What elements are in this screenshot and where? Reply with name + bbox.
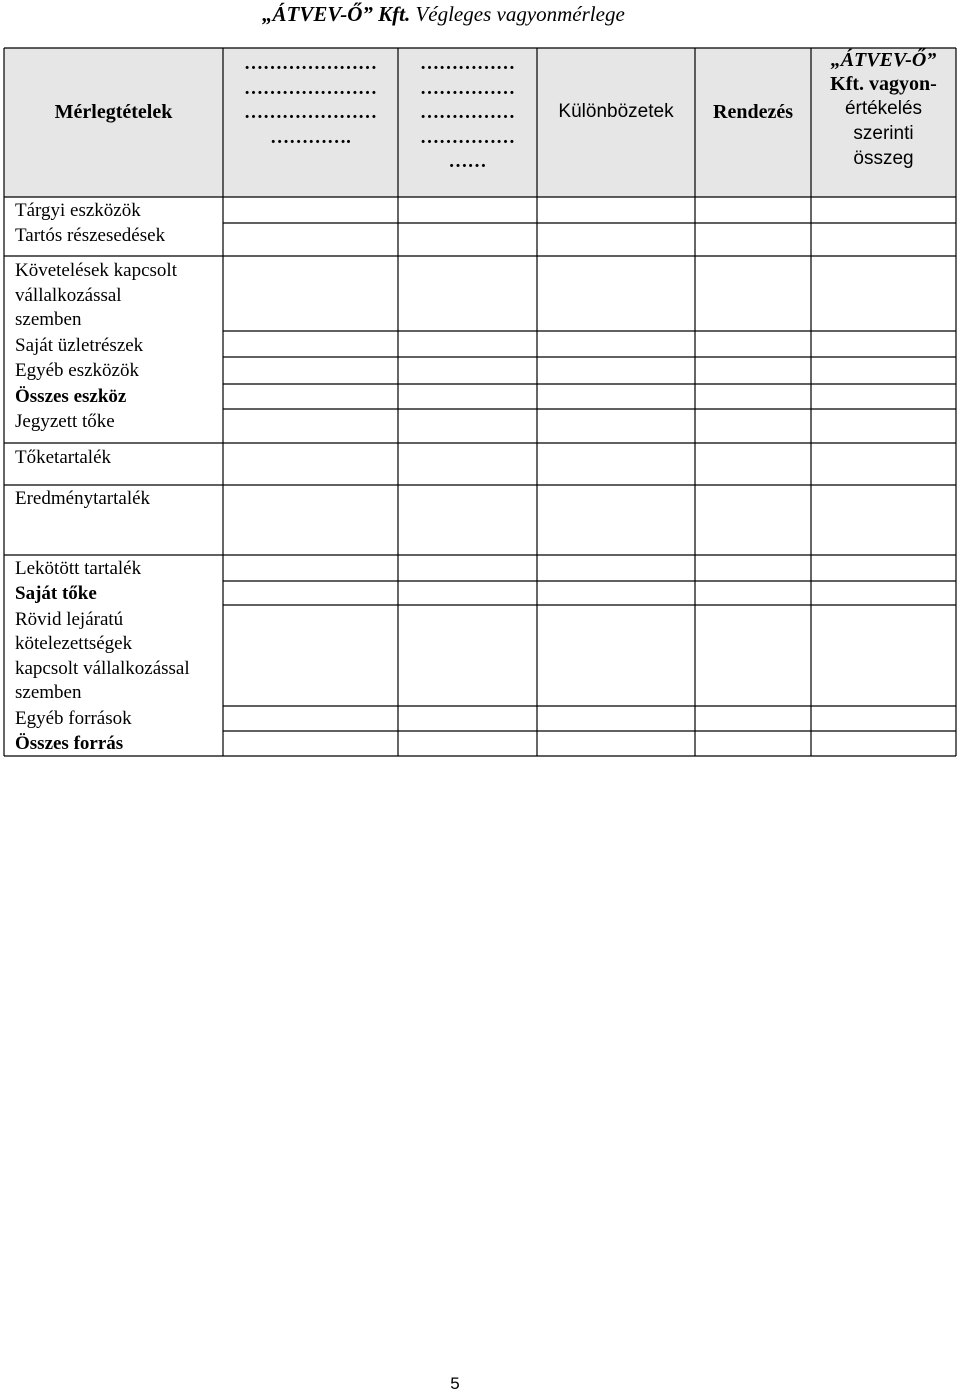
header-valuation-line1: „ÁTVEV-Ő” <box>830 49 937 71</box>
header-valuation-line4: szerinti <box>853 123 914 144</box>
page-number: 5 <box>450 1374 460 1393</box>
header-differences-label: Különbözetek <box>558 101 674 122</box>
row-short-term-line1: Rövid lejáratú <box>15 609 124 630</box>
header-valuation <box>811 48 956 197</box>
row-short-term-line4: szemben <box>15 682 82 703</box>
row-retained-earnings: Eredménytartalék <box>15 488 151 509</box>
row-short-term-line2: kötelezettségek <box>15 633 133 654</box>
row-total-sources: Összes forrás <box>15 733 124 754</box>
header-items <box>4 48 223 176</box>
row-equity: Saját tőke <box>15 583 97 604</box>
title-rest: Végleges vagyonmérlege <box>415 2 625 26</box>
row-tied-reserve: Lekötött tartalék <box>15 558 142 579</box>
header-differences <box>537 48 695 176</box>
row-receivables-line1: Követelések kapcsolt <box>15 260 177 281</box>
header-items-label: Mérlegtételek <box>54 101 173 123</box>
row-long-term-holdings: Tartós részesedések <box>15 225 166 246</box>
row-total-assets: Összes eszköz <box>15 386 127 407</box>
row-capital-reserve: Tőketartalék <box>15 447 112 468</box>
row-receivables-line3: szemben <box>15 309 82 330</box>
row-subscribed-capital: Jegyzett tőke <box>15 411 115 432</box>
row-receivables-line2: vállalkozással <box>15 285 122 306</box>
header-arrangement <box>695 48 811 176</box>
header-valuation-line2: Kft. vagyon- <box>830 73 937 95</box>
row-tangible-assets: Tárgyi eszközök <box>15 200 141 221</box>
header-valuation-line5: összeg <box>853 148 914 169</box>
row-other-sources: Egyéb források <box>15 708 132 729</box>
header-col-b: …………… …………… …………… …………… …… <box>420 53 515 172</box>
header-valuation-line3: értékelés <box>844 98 923 119</box>
row-goodwill: Saját üzletrészek <box>15 335 144 356</box>
row-short-term-line3: kapcsolt vállalkozással <box>15 658 190 679</box>
header-arrangement-label: Rendezés <box>713 101 793 123</box>
header-col-a: ………………… ………………… ………………… …………. <box>244 53 377 148</box>
row-other-assets: Egyéb eszközök <box>15 360 139 381</box>
title-company: „ÁTVEV-Ő” Kft. <box>262 2 411 26</box>
